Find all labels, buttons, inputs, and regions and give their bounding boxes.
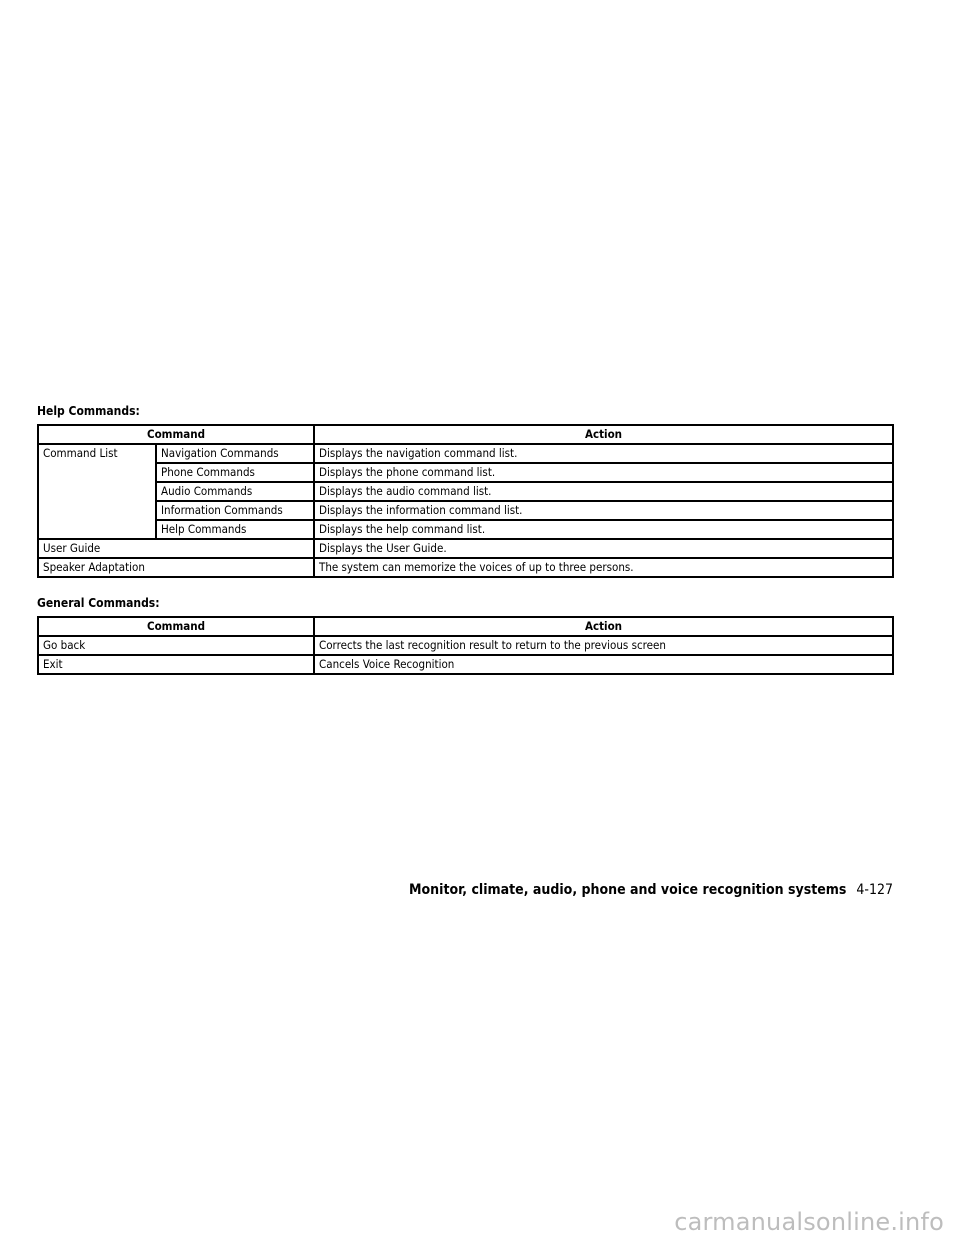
action-cell: Cancels Voice Recognition — [314, 655, 893, 674]
help-commands-heading: Help Commands: — [37, 404, 140, 418]
command-header: Command — [38, 425, 314, 444]
sub-command-cell: Help Commands — [156, 520, 314, 539]
action-cell: Displays the User Guide. — [314, 539, 893, 558]
sub-command-cell: Navigation Commands — [156, 444, 314, 463]
command-header: Command — [38, 617, 314, 636]
command-cell: Go back — [38, 636, 314, 655]
table-row — [38, 636, 893, 655]
table-row — [38, 463, 893, 482]
table-row — [38, 482, 893, 501]
footer-title: Monitor, climate, audio, phone and voice recognition systems — [408, 882, 847, 898]
table-row — [38, 520, 893, 539]
action-header: Action — [314, 425, 893, 444]
page-footer — [409, 882, 893, 898]
table-row — [38, 558, 893, 577]
help-commands-table — [37, 424, 894, 578]
action-cell: The system can memorize the voices of up to three persons. — [314, 558, 893, 577]
sub-command-cell: Phone Commands — [156, 463, 314, 482]
command-list-cell: Command List — [38, 444, 156, 539]
command-cell: User Guide — [38, 539, 314, 558]
table-row — [38, 444, 893, 463]
table-header-row — [38, 425, 893, 444]
general-commands-table — [37, 616, 894, 675]
table-row — [38, 655, 893, 674]
table-row — [38, 539, 893, 558]
table-row — [38, 501, 893, 520]
action-cell: Displays the help command list. — [314, 520, 893, 539]
watermark: carmanualsonline.info — [674, 1208, 944, 1236]
command-cell: Exit — [38, 655, 314, 674]
page-number: 4-127 — [856, 882, 893, 898]
sub-command-cell: Information Commands — [156, 501, 314, 520]
action-header: Action — [314, 617, 893, 636]
action-cell: Displays the navigation command list. — [314, 444, 893, 463]
general-commands-heading: General Commands: — [37, 596, 160, 610]
command-cell: Speaker Adaptation — [38, 558, 314, 577]
action-cell: Corrects the last recognition result to return to the previous screen — [314, 636, 893, 655]
sub-command-cell: Audio Commands — [156, 482, 314, 501]
table-header-row — [38, 617, 893, 636]
action-cell: Displays the information command list. — [314, 501, 893, 520]
action-cell: Displays the audio command list. — [314, 482, 893, 501]
action-cell: Displays the phone command list. — [314, 463, 893, 482]
